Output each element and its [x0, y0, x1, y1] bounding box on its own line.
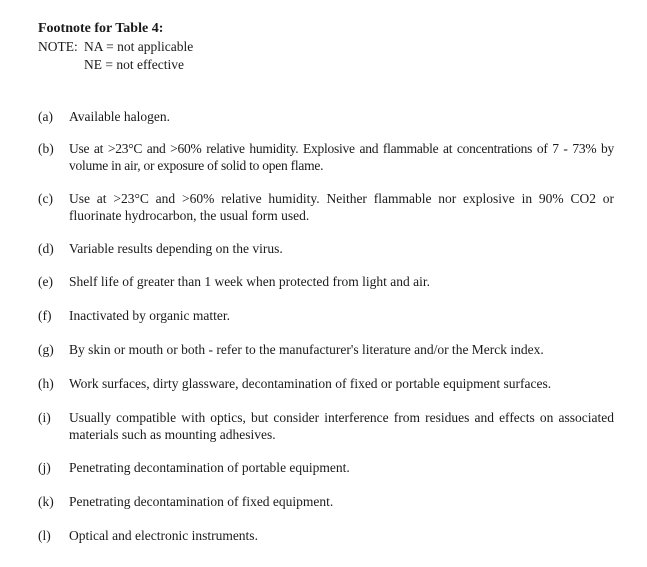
footnote-letter: (b): [38, 141, 54, 156]
footnote-letter: (d): [38, 241, 54, 256]
note-na-text: NA = not applicable: [84, 39, 194, 54]
footnote-text: Variable results depending on the virus.: [69, 241, 283, 256]
note-ne-text: NE = not effective: [84, 57, 184, 72]
footnote-letter: (c): [38, 191, 53, 206]
footnote-text: Use at >23°C and >60% relative humidity. Neither flammable nor explosive in 90% CO2 or fluorinate hydrocarbon, the usual form used.: [69, 191, 614, 223]
footnote-j: [38, 459, 614, 476]
footnote-f: [38, 307, 614, 324]
footnote-letter: (e): [38, 274, 53, 289]
footnote-letter: (k): [38, 494, 54, 509]
footnote-i: [38, 409, 614, 443]
footnote-text: By skin or mouth or both - refer to the manufacturer's literature and/or the Merck index.: [69, 342, 544, 357]
footnote-text: Shelf life of greater than 1 week when protected from light and air.: [69, 274, 430, 289]
footnote-a: [38, 108, 614, 125]
footnote-letter: (h): [38, 376, 54, 391]
footnote-text: Work surfaces, dirty glassware, decontamination of fixed or portable equipment surfaces.: [69, 376, 552, 391]
note-label: NOTE:: [38, 39, 78, 54]
footnote-text: Penetrating decontamination of fixed equipment.: [69, 494, 334, 509]
footnote-heading: Footnote for Table 4:: [38, 21, 164, 36]
note-line-ne: [84, 56, 184, 74]
footnote-text: Use at >23°C and >60% relative humidity. Explosive and flammable at concentrations of 7 - 73% by volume in air, or exposure of solid to open flame.: [69, 141, 614, 173]
footnote-h: [38, 375, 614, 392]
footnote-letter: (g): [38, 342, 54, 357]
footnote-e: [38, 273, 614, 290]
footnote-k: [38, 493, 614, 510]
footnote-letter: (j): [38, 460, 51, 475]
footnote-d: [38, 240, 614, 257]
footnote-c: [38, 190, 614, 224]
footnote-g: [38, 341, 614, 358]
footnote-text: Available halogen.: [69, 109, 170, 124]
footnote-text: Penetrating decontamination of portable equipment.: [69, 460, 350, 475]
footnote-letter: (f): [38, 308, 52, 323]
footnote-text: Inactivated by organic matter.: [69, 308, 230, 323]
footnote-letter: (l): [38, 528, 51, 543]
footnote-text: Usually compatible with optics, but consider interference from residues and effects on associated materials such as mounting adhesives.: [69, 410, 614, 442]
footnote-l: [38, 527, 614, 544]
footnote-letter: (a): [38, 109, 53, 124]
note-line-na: [38, 38, 193, 56]
footnote-letter: (i): [38, 410, 51, 425]
footnote-text: Optical and electronic instruments.: [69, 528, 258, 543]
footnote-b: [38, 140, 614, 174]
